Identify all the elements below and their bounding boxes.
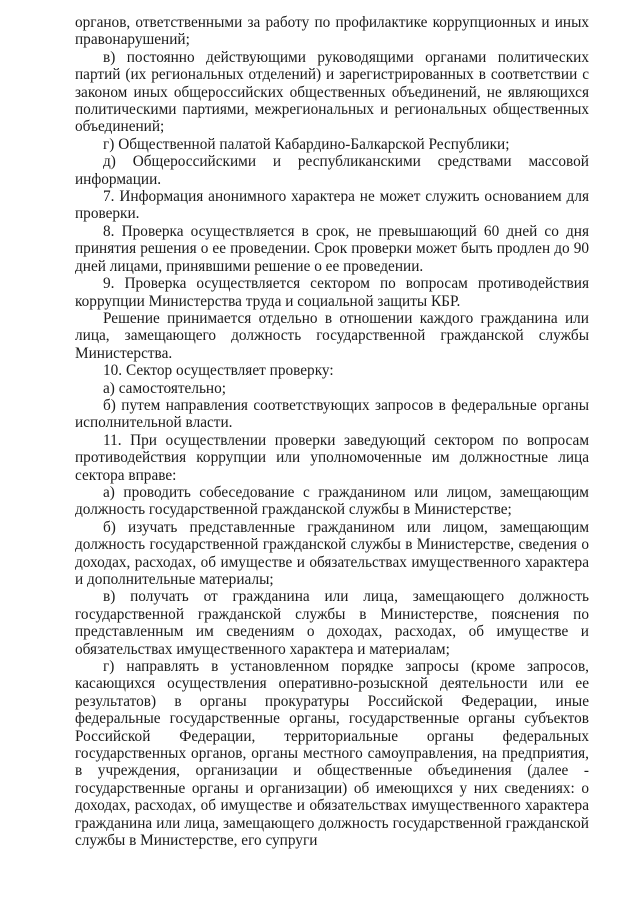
paragraph-9: 9. Проверка осуществляется сектором по вопросам противодействия коррупции Министерства труда и социальной защиты КБР. <box>75 275 589 310</box>
paragraph-10: 10. Сектор осуществляет проверку: <box>103 362 334 380</box>
paragraph-7: 7. Информация анонимного характера не может служить основанием для проверки. <box>75 188 589 223</box>
paragraph-11-v: в) получать от гражданина или лица, замещающего должность государственной гражданской службы в Министерстве, пояснения по представленным им сведениям о доходах, расходах, об имуществе и обязательствах имущественного характера и материалам; <box>75 588 589 658</box>
paragraph-11-g: г) направлять в установленном порядке запросы (кроме запросов, касающихся осуществления оперативно-розыскной деятельности или ее результатов) в органы прокуратуры Российской Федерации, иные федеральные государственные органы, государственные органы субъектов Российской Федерации, территориальные органы федеральных государственных органов, органы местного самоуправления, на предприятия, в учреждения, организации и общественные объединения (далее - государственные органы и организации) об имеющихся у них сведениях: о доходах, расходах, об имуществе и обязательствах имущественного характера гражданина или лица, замещающего должность государственной гражданской службы в Министерстве, его супруги <box>75 658 589 850</box>
paragraph-8: 8. Проверка осуществляется в срок, не превышающий 60 дней со дня принятия решения о ее проведении. Срок проверки может быть продлен до 90 дней лицами, принявшими решение о ее проведении. <box>75 222 589 275</box>
paragraph-decision: Решение принимается отдельно в отношении каждого гражданина или лица, замещающего должность государственной гражданской службы Министерства. <box>75 309 589 362</box>
paragraph-10-a: а) самостоятельно; <box>103 379 227 397</box>
paragraph-item-g: г) Общественной палатой Кабардино-Балкарской Республики; <box>103 135 510 153</box>
paragraph-item-d: д) Общероссийскими и республиканскими средствами массовой информации. <box>75 153 589 188</box>
paragraph-11: 11. При осуществлении проверки заведующий сектором по вопросам противодействия коррупции или уполномоченные им должностные лица сектора вправе: <box>75 431 589 484</box>
paragraph-continuation: органов, ответственными за работу по профилактике коррупционных и иных правонарушений; <box>75 14 589 49</box>
document-body <box>75 14 589 850</box>
paragraph-item-v: в) постоянно действующими руководящими органами политических партий (их региональных отделений) и зарегистрированных в соответствии с законом иных общероссийских общественных объединений, не являющихся политическими партиями, межрегиональных и региональных общественных объединений; <box>75 48 589 136</box>
paragraph-11-a: а) проводить собеседование с гражданином или лицом, замещающим должность государственной гражданской службы в Министерстве; <box>75 483 589 519</box>
paragraph-11-b: б) изучать представленные гражданином или лицом, замещающим должность государственной гражданской службы в Министерстве, сведения о доходах, расходах, об имуществе и обязательствах имущественного характера и дополнительные материалы; <box>75 518 589 588</box>
paragraph-10-b: б) путем направления соответствующих запросов в федеральные органы исполнительной власти. <box>75 396 589 432</box>
